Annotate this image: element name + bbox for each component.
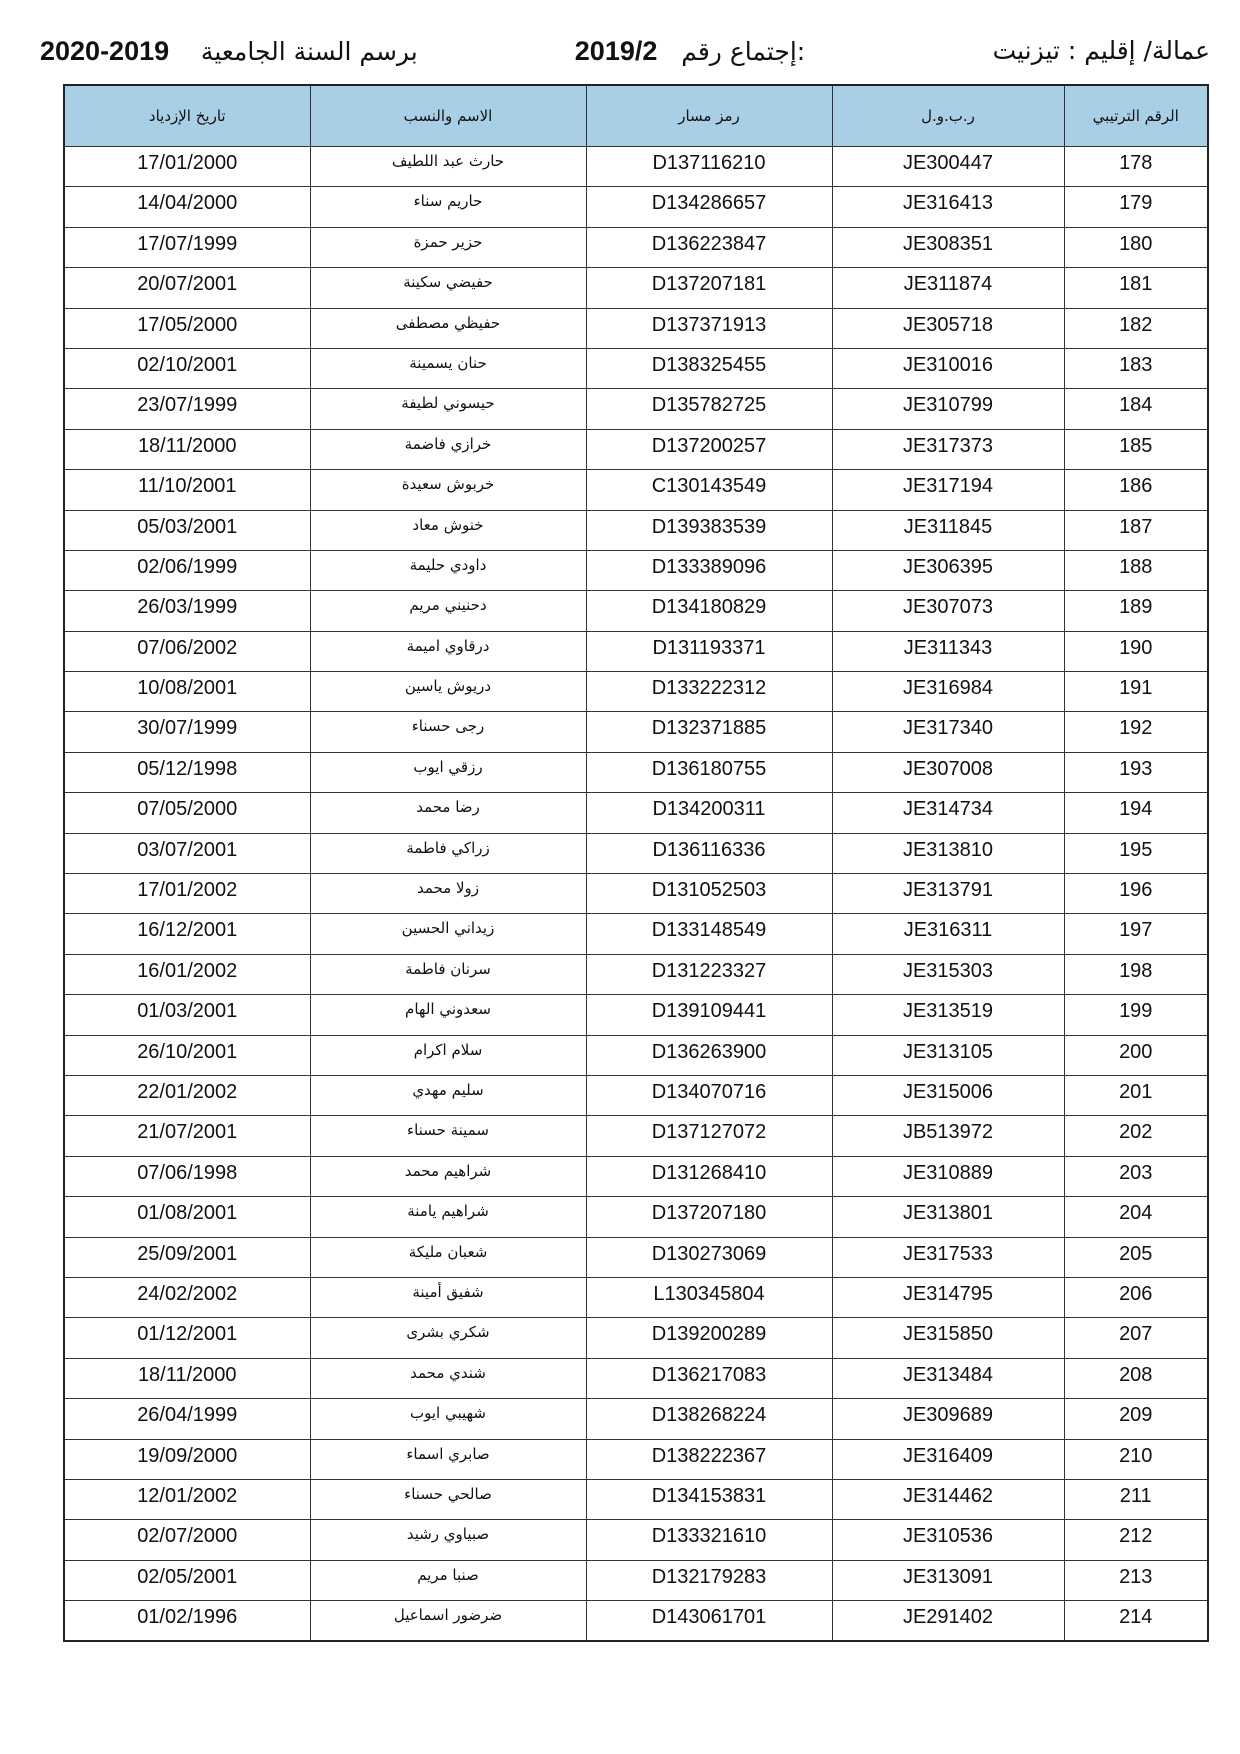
name-cell: رضا محمد bbox=[310, 793, 586, 833]
massar-code-cell: D133222312 bbox=[586, 672, 832, 712]
serial-number-cell: 197 bbox=[1064, 914, 1208, 954]
massar-code-cell: D139109441 bbox=[586, 995, 832, 1035]
table-body bbox=[64, 147, 1208, 1641]
serial-number-cell: 184 bbox=[1064, 389, 1208, 429]
name-cell: شكري بشرى bbox=[310, 1318, 586, 1358]
name-cell: سلام اكرام bbox=[310, 1035, 586, 1075]
meeting-label: إجتماع رقم: bbox=[681, 37, 806, 66]
table-row bbox=[64, 793, 1208, 833]
cin-cell: JE313791 bbox=[832, 874, 1064, 914]
table-row bbox=[64, 672, 1208, 712]
cin-cell: JE313105 bbox=[832, 1035, 1064, 1075]
table-row bbox=[64, 1520, 1208, 1560]
serial-number-cell: 198 bbox=[1064, 954, 1208, 994]
name-cell: صبياوي رشيد bbox=[310, 1520, 586, 1560]
cin-cell: JE314734 bbox=[832, 793, 1064, 833]
table-row bbox=[64, 1560, 1208, 1600]
table-row bbox=[64, 1197, 1208, 1237]
name-cell: حفيضي سكينة bbox=[310, 268, 586, 308]
cin-cell: JE313801 bbox=[832, 1197, 1064, 1237]
serial-number-cell: 199 bbox=[1064, 995, 1208, 1035]
table-row bbox=[64, 1116, 1208, 1156]
birthdate-cell: 05/03/2001 bbox=[64, 510, 310, 550]
birthdate-cell: 17/01/2002 bbox=[64, 874, 310, 914]
name-cell: شعبان مليكة bbox=[310, 1237, 586, 1277]
name-cell: شراهيم محمد bbox=[310, 1156, 586, 1196]
table-row bbox=[64, 1035, 1208, 1075]
name-cell: سمينة حسناء bbox=[310, 1116, 586, 1156]
birthdate-cell: 02/07/2000 bbox=[64, 1520, 310, 1560]
birthdate-cell: 07/06/2002 bbox=[64, 631, 310, 671]
massar-code-cell: D131268410 bbox=[586, 1156, 832, 1196]
massar-code-cell: D137127072 bbox=[586, 1116, 832, 1156]
serial-number-cell: 195 bbox=[1064, 833, 1208, 873]
massar-code-cell: D136180755 bbox=[586, 752, 832, 792]
table-row bbox=[64, 833, 1208, 873]
name-cell: خنوش معاد bbox=[310, 510, 586, 550]
serial-number-cell: 192 bbox=[1064, 712, 1208, 752]
name-cell: زراكي فاطمة bbox=[310, 833, 586, 873]
cin-cell: JE317533 bbox=[832, 1237, 1064, 1277]
table-row bbox=[64, 268, 1208, 308]
birthdate-cell: 07/06/1998 bbox=[64, 1156, 310, 1196]
name-cell: دحنيني مريم bbox=[310, 591, 586, 631]
serial-number-cell: 180 bbox=[1064, 227, 1208, 267]
cin-cell: JE314462 bbox=[832, 1479, 1064, 1519]
academic-year-label: برسم السنة الجامعية bbox=[200, 37, 418, 66]
table-row bbox=[64, 1358, 1208, 1398]
birthdate-cell: 05/12/1998 bbox=[64, 752, 310, 792]
cin-cell: JB513972 bbox=[832, 1116, 1064, 1156]
name-cell: دريوش ياسين bbox=[310, 672, 586, 712]
cin-cell: JE311343 bbox=[832, 631, 1064, 671]
cin-cell: JE313810 bbox=[832, 833, 1064, 873]
massar-code-cell: D133148549 bbox=[586, 914, 832, 954]
name-cell: سليم مهدي bbox=[310, 1075, 586, 1115]
birthdate-cell: 03/07/2001 bbox=[64, 833, 310, 873]
serial-number-cell: 194 bbox=[1064, 793, 1208, 833]
cin-cell: JE315006 bbox=[832, 1075, 1064, 1115]
name-cell: شهيبي ايوب bbox=[310, 1399, 586, 1439]
massar-code-cell: C130143549 bbox=[586, 470, 832, 510]
table-row bbox=[64, 227, 1208, 267]
birthdate-cell: 26/10/2001 bbox=[64, 1035, 310, 1075]
table-row bbox=[64, 954, 1208, 994]
column-header-birthdate: تاريخ الإزدياد bbox=[64, 85, 310, 147]
table-row bbox=[64, 550, 1208, 590]
cin-cell: JE317194 bbox=[832, 470, 1064, 510]
cin-cell: JE310799 bbox=[832, 389, 1064, 429]
serial-number-cell: 183 bbox=[1064, 348, 1208, 388]
birthdate-cell: 18/11/2000 bbox=[64, 429, 310, 469]
birthdate-cell: 01/02/1996 bbox=[64, 1601, 310, 1641]
cin-cell: JE307073 bbox=[832, 591, 1064, 631]
birthdate-cell: 21/07/2001 bbox=[64, 1116, 310, 1156]
serial-number-cell: 209 bbox=[1064, 1399, 1208, 1439]
birthdate-cell: 25/09/2001 bbox=[64, 1237, 310, 1277]
cin-cell: JE306395 bbox=[832, 550, 1064, 590]
massar-code-cell: D131193371 bbox=[586, 631, 832, 671]
massar-code-cell: D134200311 bbox=[586, 793, 832, 833]
table-row bbox=[64, 1156, 1208, 1196]
name-cell: درقاوي اميمة bbox=[310, 631, 586, 671]
table-row bbox=[64, 308, 1208, 348]
massar-code-cell: D143061701 bbox=[586, 1601, 832, 1641]
serial-number-cell: 210 bbox=[1064, 1439, 1208, 1479]
cin-cell: JE313091 bbox=[832, 1560, 1064, 1600]
table-row bbox=[64, 1237, 1208, 1277]
birthdate-cell: 26/03/1999 bbox=[64, 591, 310, 631]
massar-code-cell: L130345804 bbox=[586, 1277, 832, 1317]
cin-cell: JE310536 bbox=[832, 1520, 1064, 1560]
name-cell: صالحي حسناء bbox=[310, 1479, 586, 1519]
table-row bbox=[64, 389, 1208, 429]
name-cell: حزير حمزة bbox=[310, 227, 586, 267]
cin-cell: JE311845 bbox=[832, 510, 1064, 550]
table-row bbox=[64, 1075, 1208, 1115]
name-cell: شندي محمد bbox=[310, 1358, 586, 1398]
massar-code-cell: D134180829 bbox=[586, 591, 832, 631]
cin-cell: JE310889 bbox=[832, 1156, 1064, 1196]
table-row bbox=[64, 1479, 1208, 1519]
table-row bbox=[64, 591, 1208, 631]
serial-number-cell: 178 bbox=[1064, 147, 1208, 187]
birthdate-cell: 14/04/2000 bbox=[64, 187, 310, 227]
column-header-cin: ر.ب.و.ل bbox=[832, 85, 1064, 147]
birthdate-cell: 26/04/1999 bbox=[64, 1399, 310, 1439]
cin-cell: JE313519 bbox=[832, 995, 1064, 1035]
serial-number-cell: 186 bbox=[1064, 470, 1208, 510]
birthdate-cell: 01/03/2001 bbox=[64, 995, 310, 1035]
massar-code-cell: D134153831 bbox=[586, 1479, 832, 1519]
table-row bbox=[64, 187, 1208, 227]
name-cell: صنبا مريم bbox=[310, 1560, 586, 1600]
cin-cell: JE308351 bbox=[832, 227, 1064, 267]
serial-number-cell: 190 bbox=[1064, 631, 1208, 671]
cin-cell: JE316984 bbox=[832, 672, 1064, 712]
column-header-massar-code: رمز مسار bbox=[586, 85, 832, 147]
birthdate-cell: 16/01/2002 bbox=[64, 954, 310, 994]
table-row bbox=[64, 752, 1208, 792]
serial-number-cell: 191 bbox=[1064, 672, 1208, 712]
table-row bbox=[64, 1318, 1208, 1358]
birthdate-cell: 07/05/2000 bbox=[64, 793, 310, 833]
name-cell: سرنان فاطمة bbox=[310, 954, 586, 994]
birthdate-cell: 10/08/2001 bbox=[64, 672, 310, 712]
massar-code-cell: D136217083 bbox=[586, 1358, 832, 1398]
serial-number-cell: 206 bbox=[1064, 1277, 1208, 1317]
massar-code-cell: D130273069 bbox=[586, 1237, 832, 1277]
column-header-name: الاسم والنسب bbox=[310, 85, 586, 147]
birthdate-cell: 17/05/2000 bbox=[64, 308, 310, 348]
table-header-row bbox=[64, 85, 1208, 147]
cin-cell: JE316409 bbox=[832, 1439, 1064, 1479]
cin-cell: JE310016 bbox=[832, 348, 1064, 388]
massar-code-cell: D138325455 bbox=[586, 348, 832, 388]
birthdate-cell: 11/10/2001 bbox=[64, 470, 310, 510]
table-row bbox=[64, 1601, 1208, 1641]
name-cell: حاريم سناء bbox=[310, 187, 586, 227]
birthdate-cell: 20/07/2001 bbox=[64, 268, 310, 308]
serial-number-cell: 179 bbox=[1064, 187, 1208, 227]
table-row bbox=[64, 874, 1208, 914]
table-row bbox=[64, 147, 1208, 187]
birthdate-cell: 01/12/2001 bbox=[64, 1318, 310, 1358]
table-row bbox=[64, 1399, 1208, 1439]
name-cell: خربوش سعيدة bbox=[310, 470, 586, 510]
cin-cell: JE313484 bbox=[832, 1358, 1064, 1398]
table-row bbox=[64, 631, 1208, 671]
serial-number-cell: 214 bbox=[1064, 1601, 1208, 1641]
serial-number-cell: 205 bbox=[1064, 1237, 1208, 1277]
birthdate-cell: 16/12/2001 bbox=[64, 914, 310, 954]
name-cell: ضرضور اسماعيل bbox=[310, 1601, 586, 1641]
cin-cell: JE317373 bbox=[832, 429, 1064, 469]
serial-number-cell: 188 bbox=[1064, 550, 1208, 590]
massar-code-cell: D132371885 bbox=[586, 712, 832, 752]
massar-code-cell: D137207180 bbox=[586, 1197, 832, 1237]
name-cell: رجى حسناء bbox=[310, 712, 586, 752]
cin-cell: JE309689 bbox=[832, 1399, 1064, 1439]
serial-number-cell: 189 bbox=[1064, 591, 1208, 631]
column-header-serial-number: الرقم الترتيبي bbox=[1064, 85, 1208, 147]
birthdate-cell: 01/08/2001 bbox=[64, 1197, 310, 1237]
academic-year-value: 2020-2019 bbox=[40, 36, 170, 66]
massar-code-cell: D137207181 bbox=[586, 268, 832, 308]
serial-number-cell: 181 bbox=[1064, 268, 1208, 308]
serial-number-cell: 182 bbox=[1064, 308, 1208, 348]
meeting-info bbox=[510, 36, 870, 67]
table-row bbox=[64, 510, 1208, 550]
massar-code-cell: D138268224 bbox=[586, 1399, 832, 1439]
birthdate-cell: 12/01/2002 bbox=[64, 1479, 310, 1519]
table-row bbox=[64, 712, 1208, 752]
serial-number-cell: 202 bbox=[1064, 1116, 1208, 1156]
name-cell: حنان يسمينة bbox=[310, 348, 586, 388]
cin-cell: JE314795 bbox=[832, 1277, 1064, 1317]
province-label: عمالة/ إقليم : تيزنيت bbox=[992, 36, 1210, 65]
serial-number-cell: 201 bbox=[1064, 1075, 1208, 1115]
birthdate-cell: 22/01/2002 bbox=[64, 1075, 310, 1115]
cin-cell: JE307008 bbox=[832, 752, 1064, 792]
cin-cell: JE317340 bbox=[832, 712, 1064, 752]
birthdate-cell: 17/01/2000 bbox=[64, 147, 310, 187]
massar-code-cell: D136263900 bbox=[586, 1035, 832, 1075]
cin-cell: JE291402 bbox=[832, 1601, 1064, 1641]
massar-code-cell: D136116336 bbox=[586, 833, 832, 873]
birthdate-cell: 24/02/2002 bbox=[64, 1277, 310, 1317]
serial-number-cell: 212 bbox=[1064, 1520, 1208, 1560]
birthdate-cell: 02/05/2001 bbox=[64, 1560, 310, 1600]
serial-number-cell: 213 bbox=[1064, 1560, 1208, 1600]
name-cell: سعدوني الهام bbox=[310, 995, 586, 1035]
serial-number-cell: 208 bbox=[1064, 1358, 1208, 1398]
serial-number-cell: 207 bbox=[1064, 1318, 1208, 1358]
table-row bbox=[64, 429, 1208, 469]
name-cell: حفيظي مصطفى bbox=[310, 308, 586, 348]
massar-code-cell: D135782725 bbox=[586, 389, 832, 429]
birthdate-cell: 18/11/2000 bbox=[64, 1358, 310, 1398]
massar-code-cell: D131223327 bbox=[586, 954, 832, 994]
massar-code-cell: D131052503 bbox=[586, 874, 832, 914]
massar-code-cell: D137116210 bbox=[586, 147, 832, 187]
serial-number-cell: 204 bbox=[1064, 1197, 1208, 1237]
birthdate-cell: 23/07/1999 bbox=[64, 389, 310, 429]
table-row bbox=[64, 348, 1208, 388]
massar-code-cell: D136223847 bbox=[586, 227, 832, 267]
table-row bbox=[64, 995, 1208, 1035]
name-cell: حيسوني لطيفة bbox=[310, 389, 586, 429]
students-table-wrapper bbox=[63, 84, 1207, 1642]
name-cell: حارث عبد اللطيف bbox=[310, 147, 586, 187]
meeting-number: 2019/2 bbox=[574, 36, 658, 66]
cin-cell: JE316413 bbox=[832, 187, 1064, 227]
massar-code-cell: D137371913 bbox=[586, 308, 832, 348]
cin-cell: JE315850 bbox=[832, 1318, 1064, 1358]
name-cell: صابري اسماء bbox=[310, 1439, 586, 1479]
birthdate-cell: 02/06/1999 bbox=[64, 550, 310, 590]
cin-cell: JE305718 bbox=[832, 308, 1064, 348]
serial-number-cell: 187 bbox=[1064, 510, 1208, 550]
name-cell: شراهيم يامنة bbox=[310, 1197, 586, 1237]
serial-number-cell: 196 bbox=[1064, 874, 1208, 914]
table-row bbox=[64, 470, 1208, 510]
massar-code-cell: D134286657 bbox=[586, 187, 832, 227]
cin-cell: JE311874 bbox=[832, 268, 1064, 308]
name-cell: شفيق أمينة bbox=[310, 1277, 586, 1317]
serial-number-cell: 193 bbox=[1064, 752, 1208, 792]
massar-code-cell: D138222367 bbox=[586, 1439, 832, 1479]
massar-code-cell: D132179283 bbox=[586, 1560, 832, 1600]
birthdate-cell: 19/09/2000 bbox=[64, 1439, 310, 1479]
cin-cell: JE300447 bbox=[832, 147, 1064, 187]
birthdate-cell: 02/10/2001 bbox=[64, 348, 310, 388]
serial-number-cell: 211 bbox=[1064, 1479, 1208, 1519]
massar-code-cell: D139200289 bbox=[586, 1318, 832, 1358]
name-cell: زولا محمد bbox=[310, 874, 586, 914]
table-row bbox=[64, 1439, 1208, 1479]
cin-cell: JE315303 bbox=[832, 954, 1064, 994]
name-cell: داودي حليمة bbox=[310, 550, 586, 590]
academic-year bbox=[40, 36, 418, 67]
name-cell: زيداني الحسين bbox=[310, 914, 586, 954]
massar-code-cell: D133389096 bbox=[586, 550, 832, 590]
serial-number-cell: 203 bbox=[1064, 1156, 1208, 1196]
cin-cell: JE316311 bbox=[832, 914, 1064, 954]
serial-number-cell: 200 bbox=[1064, 1035, 1208, 1075]
massar-code-cell: D134070716 bbox=[586, 1075, 832, 1115]
students-table bbox=[63, 84, 1209, 1642]
birthdate-cell: 17/07/1999 bbox=[64, 227, 310, 267]
massar-code-cell: D133321610 bbox=[586, 1520, 832, 1560]
name-cell: رزقي ايوب bbox=[310, 752, 586, 792]
birthdate-cell: 30/07/1999 bbox=[64, 712, 310, 752]
page-header bbox=[40, 36, 1210, 76]
massar-code-cell: D139383539 bbox=[586, 510, 832, 550]
table-row bbox=[64, 914, 1208, 954]
table-row bbox=[64, 1277, 1208, 1317]
name-cell: خرازي فاضمة bbox=[310, 429, 586, 469]
massar-code-cell: D137200257 bbox=[586, 429, 832, 469]
serial-number-cell: 185 bbox=[1064, 429, 1208, 469]
